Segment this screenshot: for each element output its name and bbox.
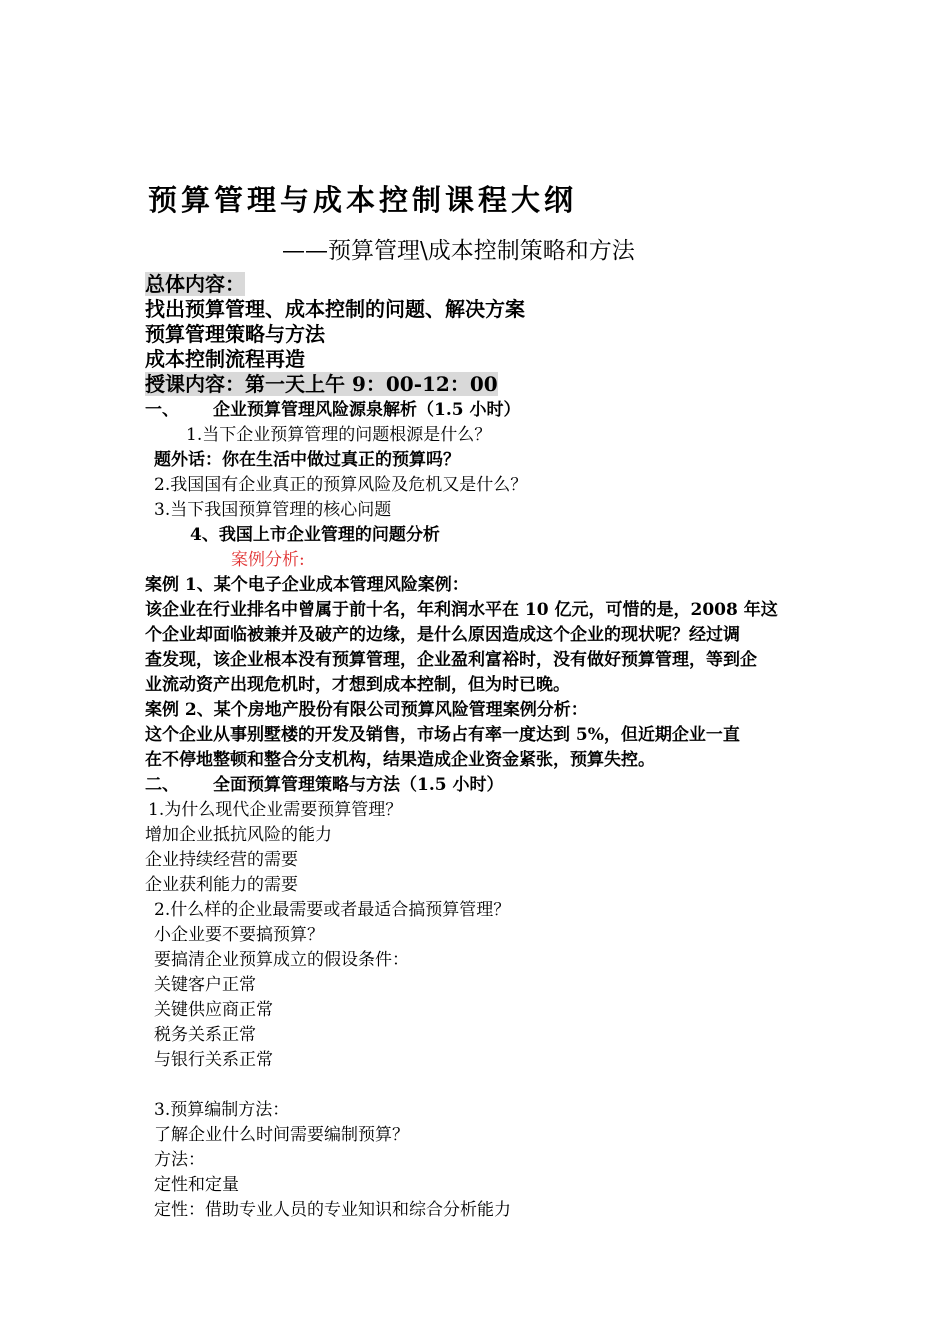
s2-line: 3.预算编制方法： xyxy=(154,1100,290,1120)
case-2-text: 在不停地整顿和整合分支机构，结果造成企业资金紧张，预算失控。 xyxy=(145,750,655,770)
case-1-text: 业流动资产出现危机时，才想到成本控制，但为时已晚。 xyxy=(145,675,570,695)
s2-line: 1.为什么现代企业需要预算管理？ xyxy=(148,800,403,820)
section-1-title: 企业预算管理风险源泉解析（1.5 小时） xyxy=(213,400,521,420)
s2-line: 小企业要不要搞预算？ xyxy=(154,925,324,945)
overall-item: 成本控制流程再造 xyxy=(145,347,305,371)
s1-question: 1.当下企业预算管理的问题根源是什么？ xyxy=(186,425,492,445)
s2-line: 方法： xyxy=(154,1150,205,1170)
case-2-text: 这个企业从事别墅楼的开发及销售，市场占有率一度达到 5%，但近期企业一直 xyxy=(145,725,740,745)
s2-line: 要搞清企业预算成立的假设条件： xyxy=(154,950,409,970)
s1-question: 3.当下我国预算管理的核心问题 xyxy=(154,500,392,520)
s2-line: 2.什么样的企业最需要或者最适合搞预算管理？ xyxy=(154,900,511,920)
s2-line: 企业获利能力的需要 xyxy=(145,875,298,895)
section-2-number: 二、 xyxy=(145,775,179,795)
case-2-title: 案例 2、某个房地产股份有限公司预算风险管理案例分析： xyxy=(145,700,588,720)
section-1-number: 一、 xyxy=(145,400,179,420)
case-1-text: 该企业在行业排名中曾属于前十名，年利润水平在 10 亿元，可惜的是，2008 年这 xyxy=(145,600,778,620)
schedule-heading: 授课内容：第一天上午 9：00-12：00 xyxy=(145,372,498,396)
s2-line: 关键供应商正常 xyxy=(154,1000,273,1020)
s2-line: 定性：借助专业人员的专业知识和综合分析能力 xyxy=(154,1200,511,1220)
overall-item: 预算管理策略与方法 xyxy=(145,322,325,346)
case-analysis-label: 案例分析: xyxy=(231,550,305,570)
section-1-heading xyxy=(145,398,521,423)
s1-question: 2.我国国有企业真正的预算风险及危机又是什么？ xyxy=(154,475,528,495)
s2-line: 税务关系正常 xyxy=(154,1025,256,1045)
s1-question: 4、我国上市企业管理的问题分析 xyxy=(190,525,440,545)
case-1-text: 查发现，该企业根本没有预算管理，企业盈利富裕时，没有做好预算管理，等到企 xyxy=(145,650,757,670)
s2-line: 关键客户正常 xyxy=(154,975,256,995)
s2-line: 增加企业抵抗风险的能力 xyxy=(145,825,332,845)
case-1-text: 个企业却面临被兼并及破产的边缘，是什么原因造成这个企业的现状呢？经过调 xyxy=(145,625,740,645)
case-1-title: 案例 1、某个电子企业成本管理风险案例： xyxy=(145,575,469,595)
s2-line: 企业持续经营的需要 xyxy=(145,850,298,870)
s1-aside: 题外话：你在生活中做过真正的预算吗？ xyxy=(154,450,460,470)
section-2-heading xyxy=(145,773,504,798)
document-subtitle: ——预算管理\成本控制策略和方法 xyxy=(282,238,635,264)
overall-label: 总体内容： xyxy=(145,272,245,296)
document-title: 预算管理与成本控制课程大纲 xyxy=(148,183,578,217)
overall-item: 找出预算管理、成本控制的问题、解决方案 xyxy=(145,297,525,321)
s2-line: 与银行关系正常 xyxy=(154,1050,273,1070)
s2-line: 了解企业什么时间需要编制预算？ xyxy=(154,1125,409,1145)
section-2-title: 全面预算管理策略与方法（1.5 小时） xyxy=(213,775,504,795)
s2-line: 定性和定量 xyxy=(154,1175,239,1195)
